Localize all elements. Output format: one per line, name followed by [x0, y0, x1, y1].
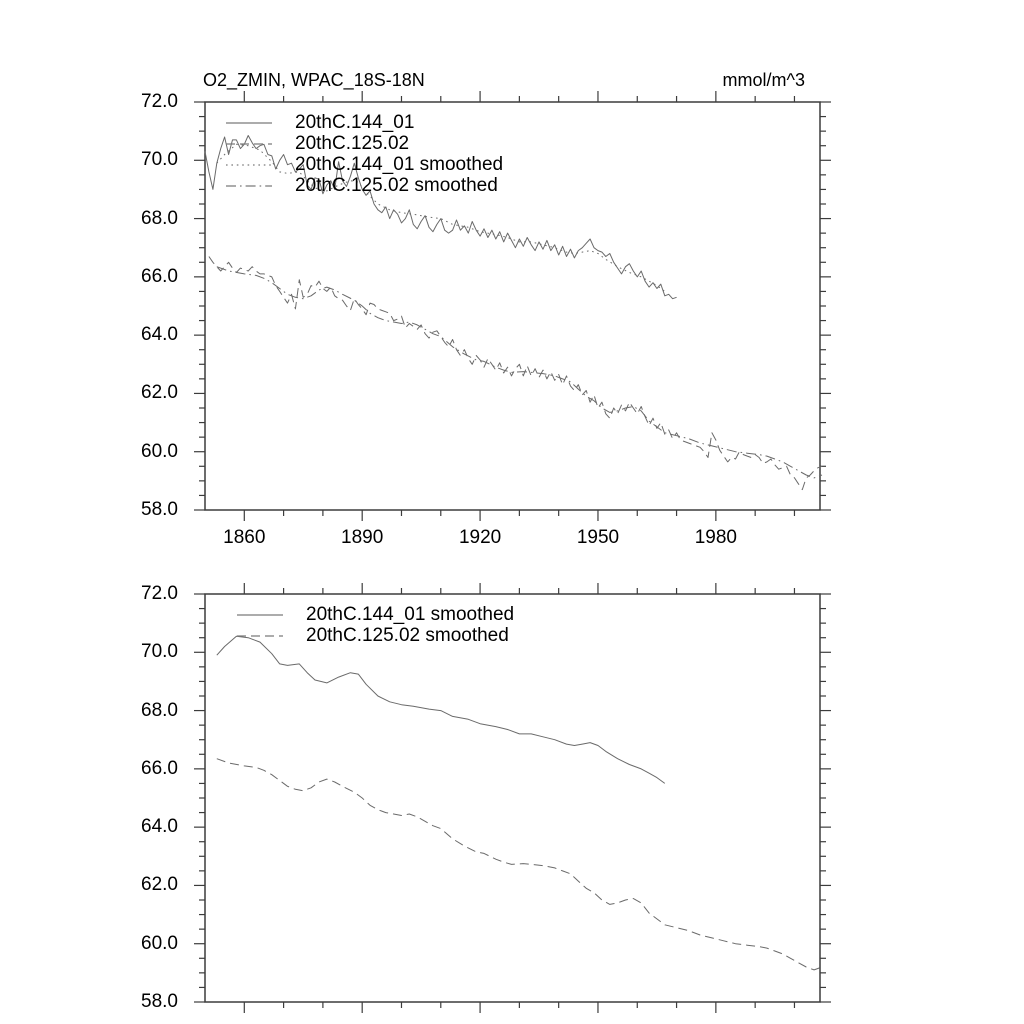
legend-label: 20thC.125.02 smoothed	[295, 174, 498, 196]
legend-row	[236, 625, 514, 646]
legend-line-solid-icon	[236, 611, 284, 619]
legend-row	[225, 133, 503, 154]
y-tick-label: 58.0	[141, 991, 178, 1012]
legend-label: 20thC.125.02	[295, 132, 410, 154]
y-tick-label: 68.0	[141, 207, 178, 229]
plot-border-bottom	[205, 594, 820, 1002]
y-tick-label: 64.0	[141, 816, 178, 838]
y-tick-label: 70.0	[141, 149, 178, 171]
y-tick-label: 66.0	[141, 265, 178, 287]
legend-row	[225, 112, 503, 133]
legend-label: 20thC.125.02 smoothed	[306, 624, 509, 646]
y-tick-label: 64.0	[141, 324, 178, 346]
legend-row	[225, 175, 503, 196]
legend-label: 20thC.144_01 smoothed	[306, 603, 515, 625]
legend-line-solid-icon	[225, 119, 273, 127]
x-tick-label: 1860	[223, 527, 266, 548]
y-tick-label: 68.0	[141, 699, 178, 721]
x-tick-label: 1890	[341, 527, 384, 548]
units-label: mmol/m^3	[722, 70, 805, 90]
y-tick-label: 60.0	[141, 932, 178, 954]
y-tick-label: 72.0	[141, 583, 178, 604]
legend-top	[225, 112, 503, 196]
y-tick-label: 62.0	[141, 382, 178, 404]
x-tick-label: 1980	[694, 527, 737, 548]
legend-row	[225, 154, 503, 175]
chart-title: O2_ZMIN, WPAC_18S-18N	[203, 70, 425, 90]
y-tick-label: 70.0	[141, 641, 178, 663]
legend-label: 20thC.144_01 smoothed	[295, 153, 504, 175]
x-tick-label: 1920	[458, 527, 502, 548]
legend-line-dashed-icon	[225, 140, 273, 148]
legend-line-dashdot-icon	[225, 182, 273, 190]
series-s125-top	[209, 257, 822, 490]
y-tick-label: 72.0	[141, 91, 178, 112]
legend-line-dotted-icon	[225, 161, 273, 169]
legend-bottom	[236, 604, 514, 646]
legend-row	[236, 604, 514, 625]
y-tick-label: 58.0	[141, 499, 178, 520]
series-s125_smooth-bottom	[217, 759, 822, 970]
legend-line-dashed-icon	[236, 632, 284, 640]
legend-label: 20thC.144_01	[295, 111, 415, 133]
y-tick-label: 60.0	[141, 440, 178, 462]
series-s125_smooth-top	[217, 267, 822, 478]
series-s144_smooth-bottom	[217, 636, 665, 783]
y-tick-label: 62.0	[141, 874, 178, 896]
x-tick-label: 1950	[576, 527, 620, 548]
y-tick-label: 66.0	[141, 757, 178, 779]
